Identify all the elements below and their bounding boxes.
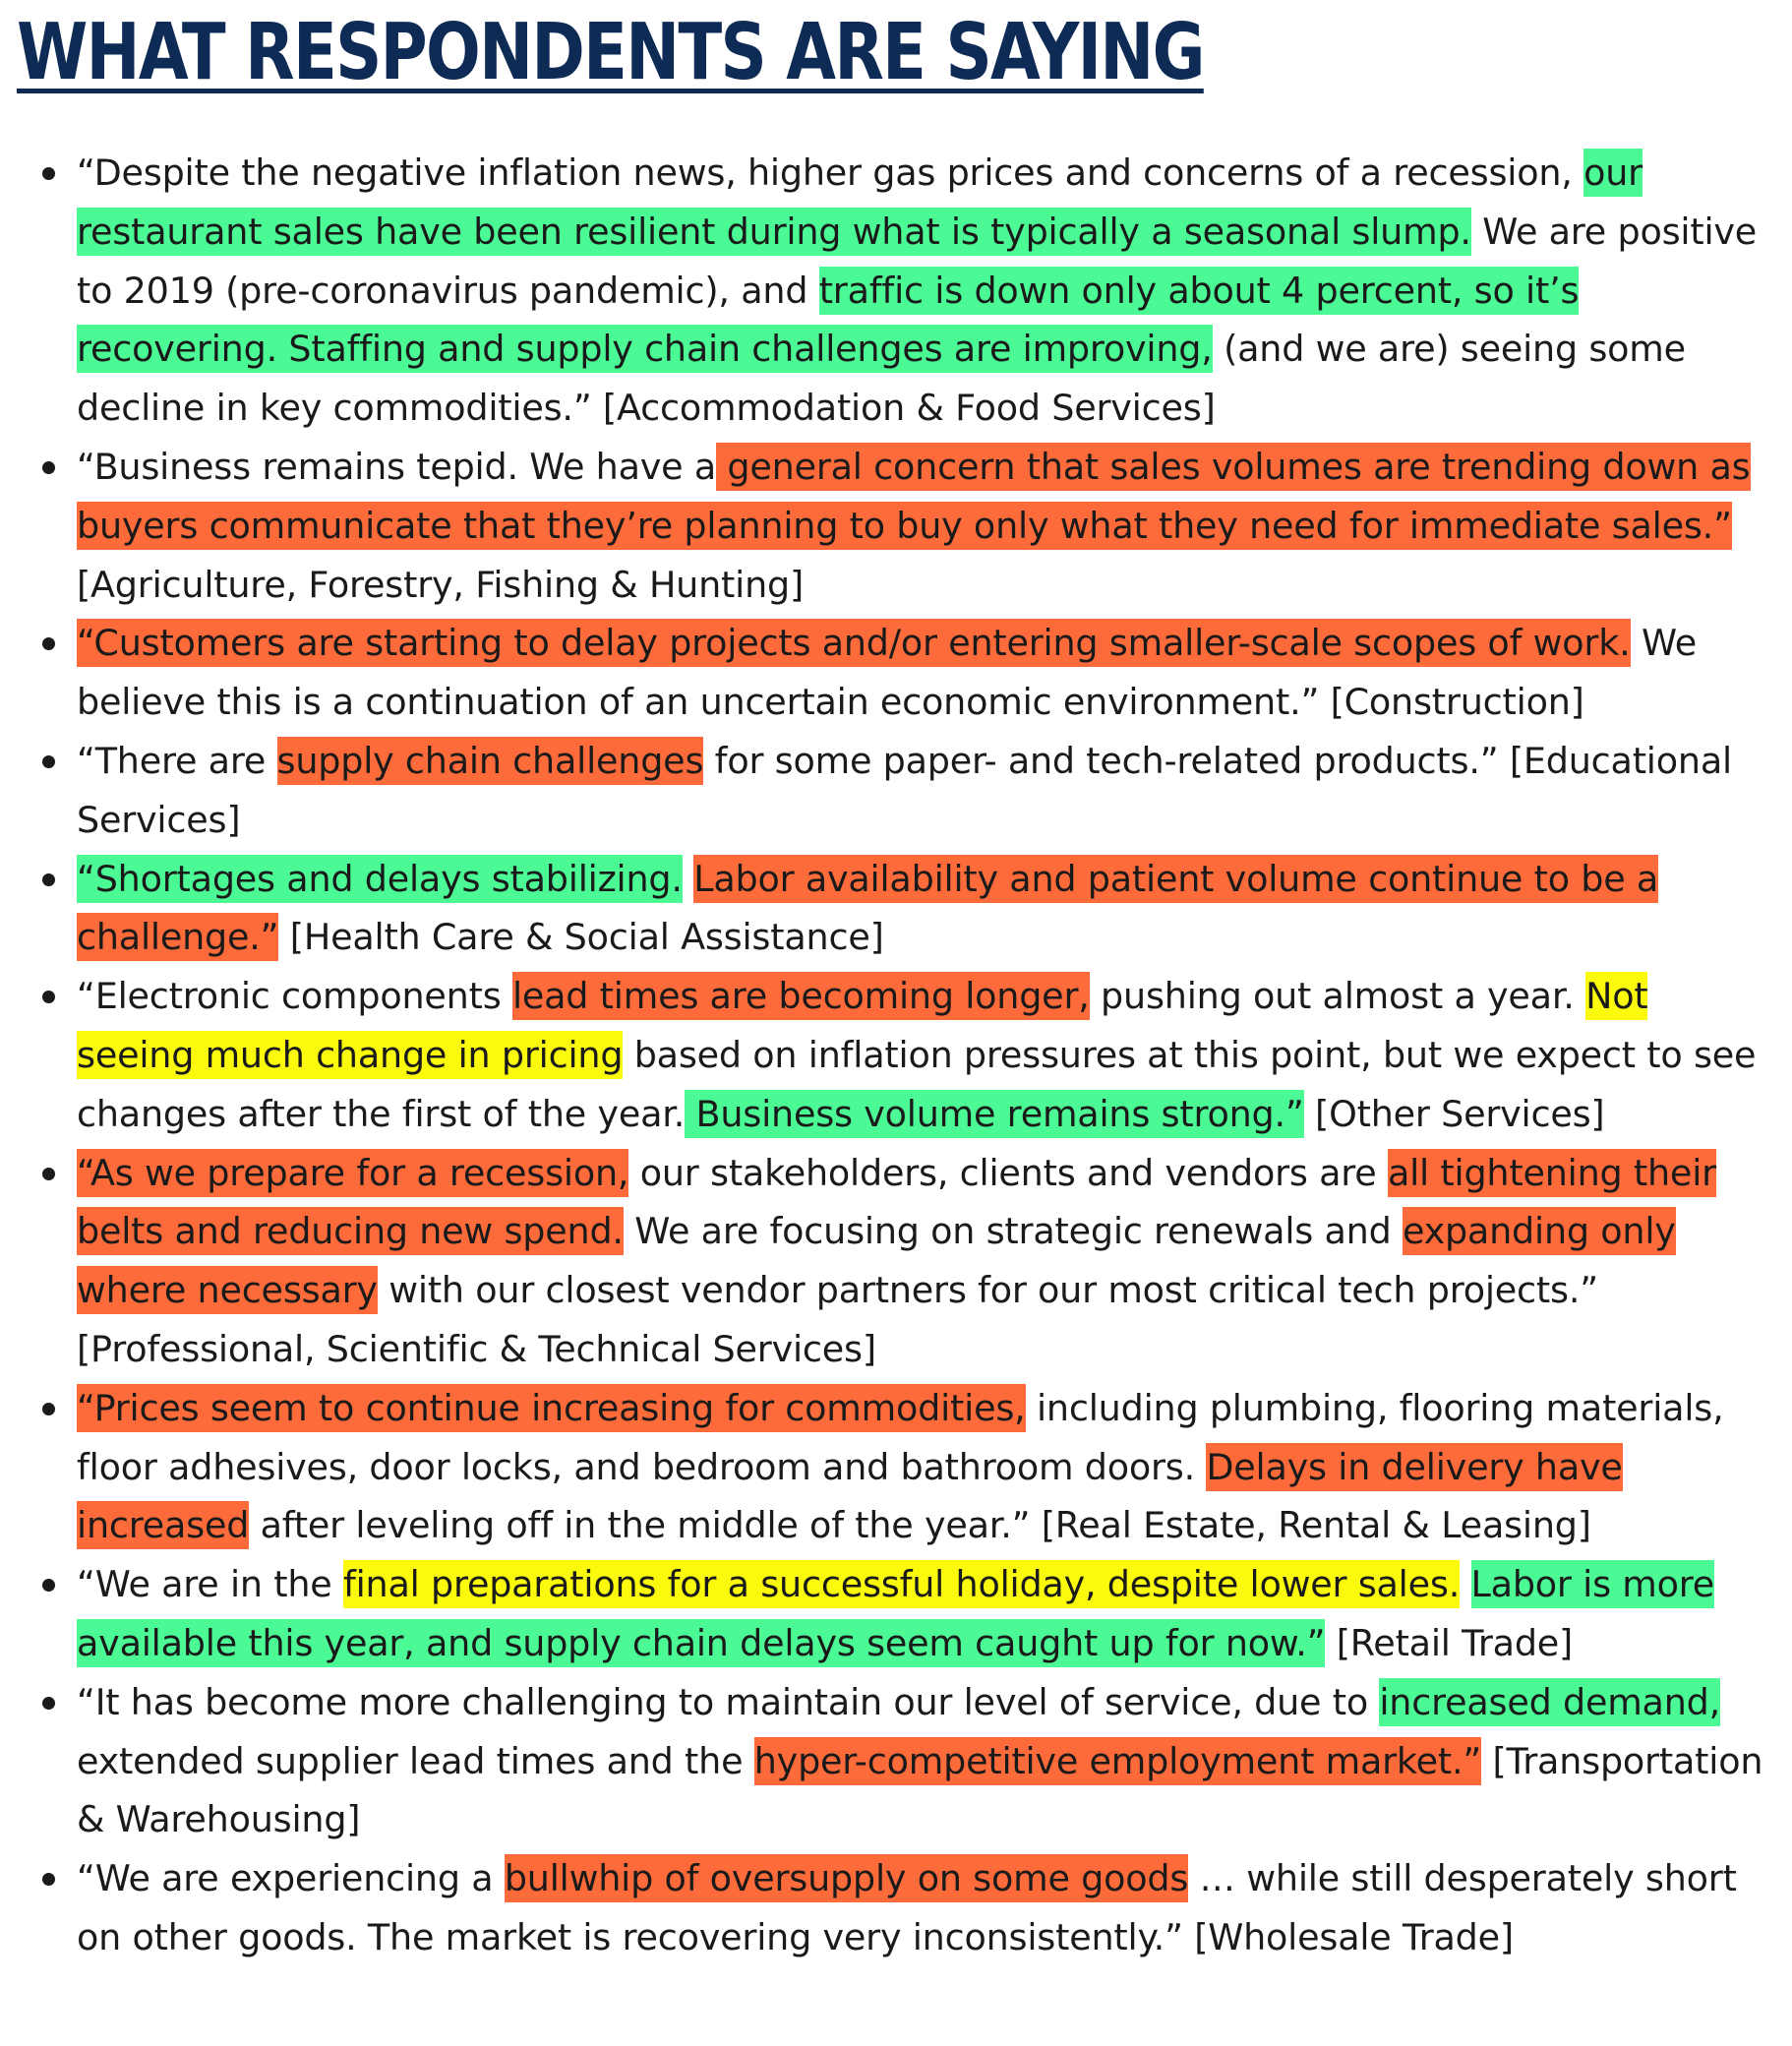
bullet-icon [42,1697,55,1710]
quote-list [0,144,1792,1967]
page-title: WHAT RESPONDENTS ARE SAYING [17,7,1204,97]
bullet-icon [42,637,55,650]
quote-text: [Other Services] [1303,1092,1605,1135]
quote-item [0,1379,1768,1555]
quote-text: extended supplier lead times and the [77,1739,754,1782]
quote-text: … while still desperately short on other goods. The market is recovering very inconsistently.” [Wholesale Trade] [77,1857,1737,1958]
quote-item [0,732,1768,850]
quote-item [0,967,1768,1143]
quote-text: based on inflation pressures at this point, but we expect to see changes after the first of the year. [77,1033,1757,1135]
quote-text: including plumbing, flooring materials, floor adhesives, door locks, and bedroom and bathroom doors. [77,1386,1724,1488]
positive-highlight: “Shortages and delays stabilizing. [77,855,683,903]
negative-highlight: “As we prepare for a recession, [77,1149,628,1197]
quote-text: We are focusing on strategic renewals and [623,1210,1403,1253]
quote-text: “Electronic components [77,975,512,1018]
bullet-icon [42,1403,55,1415]
negative-highlight: general concern that sales volumes are trending down as buyers communicate that they’re planning to buy only what they need for immediate sales.” [77,443,1751,550]
quote-text: “We are experiencing a [77,1857,505,1900]
negative-highlight: lead times are becoming longer, [512,972,1090,1020]
positive-highlight: Labor is more available this year, and supply chain delays seem caught up for now.” [77,1560,1714,1667]
positive-highlight: Business volume remains strong.” [685,1090,1304,1138]
quote-item [0,1555,1768,1673]
quote-text: (and we are) seeing some decline in key commodities.” [Accommodation & Food Services] [77,328,1686,430]
quote-text: with our closest vendor partners for our most critical tech projects.” [Professional, Scientific & Technical Services] [77,1269,1598,1370]
positive-highlight: our restaurant sales have been resilient during what is typically a seasonal slump. [77,149,1643,256]
quote-text: for some paper- and tech-related products.” [Educational Services] [77,739,1732,841]
negative-highlight: “Prices seem to continue increasing for commodities, [77,1384,1026,1432]
negative-highlight: Delays in delivery have increased [77,1443,1623,1550]
quote-text: We believe this is a continuation of an uncertain economic environment.” [Construction] [77,622,1697,724]
bullet-icon [42,1579,55,1592]
negative-highlight: Labor availability and patient volume continue to be a challenge.” [77,855,1658,962]
quote-item [0,614,1768,732]
bullet-icon [42,167,55,180]
quote-item [0,1673,1768,1849]
quote-text: “It has become more challenging to maintain our level of service, due to [77,1680,1380,1723]
quote-text: pushing out almost a year. [1089,975,1586,1018]
quote-text: [Agriculture, Forestry, Fishing & Hunting] [77,563,805,606]
quote-item [0,1144,1768,1379]
quote-text: after leveling off in the middle of the year.” [Real Estate, Rental & Leasing] [249,1504,1591,1547]
positive-highlight: increased demand, [1379,1678,1720,1726]
quote-text: “We are in the [77,1563,343,1606]
quote-text: [Retail Trade] [1325,1621,1574,1664]
quote-item [0,850,1768,968]
quote-text: “There are [77,739,277,782]
bullet-icon [42,1168,55,1180]
negative-highlight: expanding only where necessary [77,1207,1676,1314]
negative-highlight: bullwhip of oversupply on some goods [505,1854,1188,1902]
quote-text: “Despite the negative inflation news, higher gas prices and concerns of a recession, [77,151,1584,194]
quote-text: [Transportation & Warehousing] [77,1739,1763,1841]
quote-item [0,438,1768,614]
negative-highlight: hyper-competitive employment market.” [754,1737,1481,1785]
neutral-highlight: final preparations for a successful holiday, despite lower sales. [343,1560,1460,1608]
quote-text [683,858,693,900]
negative-highlight: “Customers are starting to delay projects and/or entering smaller-scale scopes of work. [77,619,1631,667]
neutral-highlight: Not seeing much change in pricing [77,972,1647,1079]
bullet-icon [42,991,55,1003]
bullet-icon [42,755,55,768]
negative-highlight: supply chain challenges [277,737,704,785]
quote-text: [Health Care & Social Assistance] [278,916,884,959]
quote-text [1460,1563,1470,1605]
quote-text: our stakeholders, clients and vendors are [628,1151,1388,1194]
positive-highlight: traffic is down only about 4 percent, so it’s recovering. Staffing and supply chain challenges are improving, [77,267,1579,374]
bullet-icon [42,873,55,886]
bullet-icon [42,1873,55,1886]
negative-highlight: all tightening their belts and reducing new spend. [77,1149,1716,1256]
quote-item [0,144,1768,438]
quote-text: We are positive to 2019 (pre-coronavirus pandemic), and [77,210,1758,312]
quote-item [0,1849,1768,1967]
bullet-icon [42,461,55,474]
quote-text: “Business remains tepid. We have a [77,445,717,488]
